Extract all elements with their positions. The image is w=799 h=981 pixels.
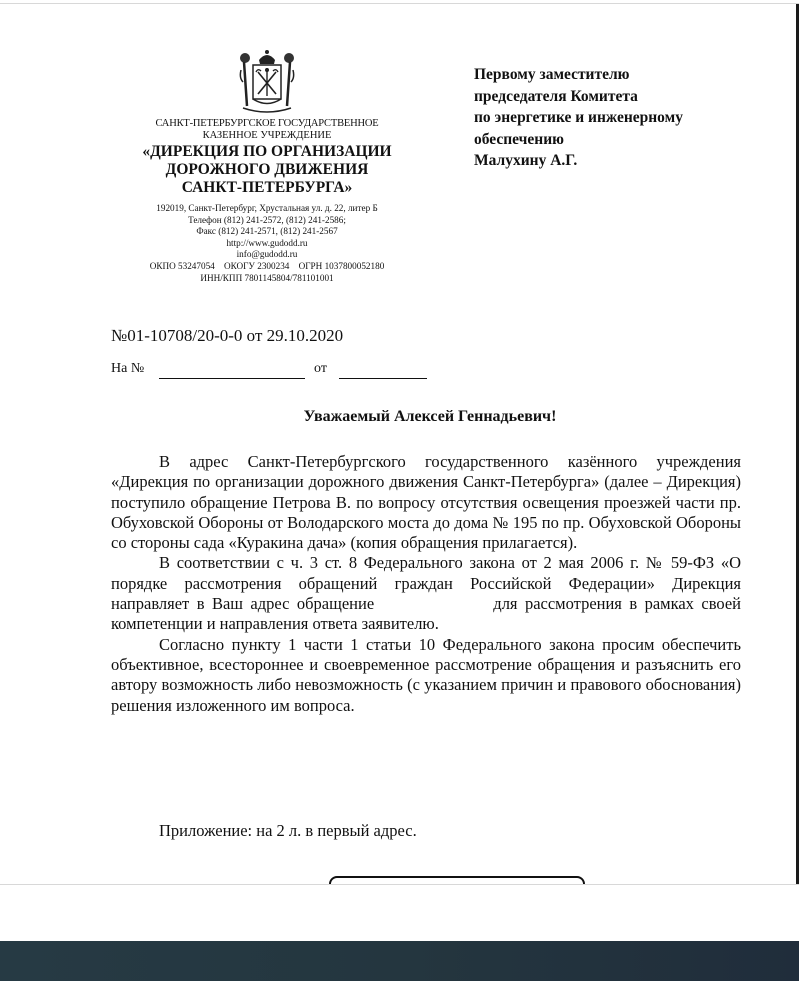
body-paragraph-3: Согласно пункту 1 части 1 статьи 10 Федерального закона просим обеспечить объективное, всестороннее и своевременное рассмотрение обращения и разъяснить его автору возможность либо невозможность (с указанием причин и правового обоснования) решения изложенного им вопроса. [111,634,741,715]
org-phone: Телефон (812) 241-2572, (812) 241-2586; [188,214,346,225]
org-fax: Факс (812) 241-2571, (812) 241-2567 [196,226,338,237]
org-line-1: САНКТ-ПЕТЕРБУРГСКОЕ ГОСУДАРСТВЕННОЕ [155,118,379,129]
stamp-clip [0,4,797,884]
appendix-note: Приложение: на 2 л. в первый адрес. [159,821,417,840]
org-address: 192019, Санкт-Петербург, Хрустальная ул. д. 22, литер Б [156,203,378,213]
ref-number-label: На № [111,361,145,376]
viewer-footer-bar [0,941,799,981]
addressee-line-4: обеспечению [474,130,564,148]
org-email: info@gudodd.ru [236,249,298,260]
addressee-line-2: председателя Комитета [474,87,638,105]
org-name-line-2: ДОРОЖНОГО ДВИЖЕНИЯ [165,161,369,178]
document-page [0,4,797,884]
org-name-line-1: «ДИРЕКЦИЯ ПО ОРГАНИЗАЦИИ [142,143,392,160]
viewer-gap [0,885,799,941]
org-line-2: КАЗЕННОЕ УЧРЕЖДЕНИЕ [202,130,332,141]
org-name-line-3: САНКТ-ПЕТЕРБУРГА» [181,179,353,196]
registration-number: №01-10708/20-0-0 от 29.10.2020 [111,326,344,345]
body-paragraph-2: В соответствии с ч. 3 ст. 8 Федерального закона от 2 мая 2006 г. № 59-ФЗ «О порядке рассмотрения обращений граждан Российской Федерации» Дирекция направляет в Ваш адрес обращение для рассмотрения в рамках своей компетенции и направления ответа заявителю. [111,553,746,634]
addressee-line-3: по энергетике и инженерному [474,109,683,126]
org-codes: ОКПО 53247054 ОКОГУ 2300234 ОГРН 1037800052180 [149,260,385,271]
org-inn-kpp: ИНН/КПП 7801145804/781101001 [200,272,334,283]
addressee-name: Малухину А.Г. [474,152,578,169]
ref-date-label: от [314,361,327,376]
org-website: http://www.gudodd.ru [226,237,308,248]
signature-stamp-box [329,876,585,884]
body-paragraph-1: В адрес Санкт-Петербургского государственного казённого учреждения «Дирекция по организации дорожного движения Санкт-Петербурга» (далее – Дирекция) поступило обращение Петрова В. по вопросу отсутствия освещения проезжей части пр. Обуховской Обороны от Володарского моста до дома № 195 по пр. Обуховской Обороны со стороны сада «Куракина дача» (копия обращения прилагается). [111,452,741,553]
addressee-line-1: Первому заместителю [474,66,630,83]
greeting: Уважаемый Алексей Геннадьевич! [303,408,557,425]
